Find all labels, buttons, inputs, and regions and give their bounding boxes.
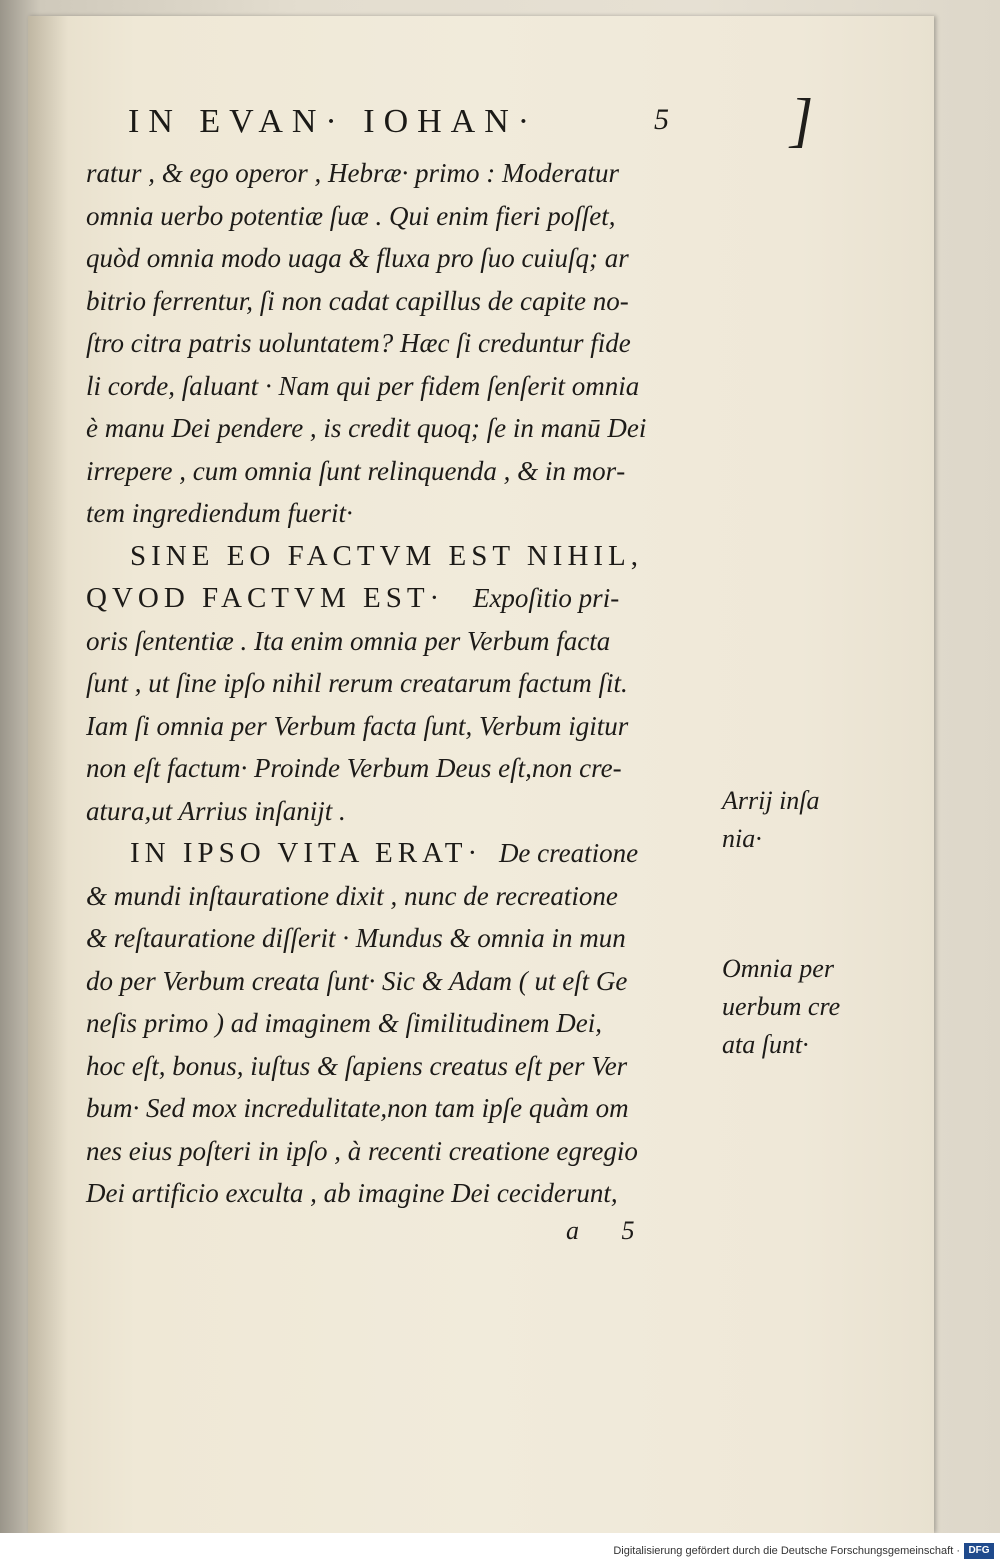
text-line: ſunt , ut ſine ipſo nihil rerum creatarum factum ſit. [86,668,628,698]
text-line: atura,ut Arrius inſanijt . [86,795,346,826]
text-line: Iam ſi omnia per Verbum facta ſunt, Verbum igitur [86,710,629,741]
funding-notice: Digitalisierung gefördert durch die Deutsche Forschungsgemeinschaft · [613,1545,960,1557]
folio-number: 5 [654,103,669,136]
text-line: non eſt factum· Proinde Verbum Deus eſt,non cre‑ [86,753,622,783]
text-line: ſtro citra patris uoluntatem? Hæc ſi creduntur fide [86,328,631,358]
signature-mark: a 5 [566,1216,653,1245]
text-line: quòd omnia modo uaga & fluxa pro ſuo cuiuſq; ar [86,243,629,273]
lemma-caps: QVOD FACTVM EST· [86,582,445,614]
text-line: tem ingrediendum fuerit· [86,498,353,528]
margin-note-arrius [722,782,820,858]
page-gutter-shadow [28,16,68,1533]
text-line: & mundi inſtauratione dixit , nunc de recreatione [86,880,618,911]
lemma-caps: IN IPSO VITA ERAT· [130,837,483,869]
text-line: ratur , & ego operor , Hebræ· primo : Moderatur [86,158,619,188]
text-line: bum· Sed mox incredulitate,non tam ipſe quàm om [86,1093,629,1123]
text-line: Dei artificio exculta , ab imagine Dei ceciderunt, [86,1178,618,1208]
text-line: do per Verbum creata ſunt· Sic & Adam ( ut eſt Ge [86,965,628,996]
lemma-caps: SINE EO FACTVM EST NIHIL, [130,539,644,572]
margin-note-omnia [722,950,840,1064]
footer-bar [0,1533,1000,1565]
running-title: IN EVAN· IOHAN· [128,103,539,140]
text-line: omnia uerbo potentiæ ſuæ . Qui enim fieri poſſet, [86,200,616,231]
text-line: irrepere , cum omnia ſunt relinquenda , & in mor‑ [86,455,626,486]
text-fragment: De creatione [498,838,639,868]
lemma-line-1 [86,535,718,578]
lemma-line-3 [86,832,718,875]
text-line: neſis primo ) ad imaginem & ſimilitudinem Dei, [86,1008,602,1038]
margin-note-line: Arrij inſa [722,786,820,815]
text-fragment: Expoſitio pri‑ [472,583,620,613]
margin-note-line: nia· [722,824,762,853]
text-line: bitrio ferrentur, ſi non cadat capillus de capite no‑ [86,285,629,316]
bracket-mark: ] [790,87,814,153]
text-line: hoc eſt, bonus, iuſtus & ſapiens creatus eſt per Ver [86,1050,628,1081]
margin-note-line: ata ſunt· [722,1030,809,1059]
text-line: li corde, ſaluant · Nam qui per fidem ſenſerit omnia [86,370,640,401]
text-line: & reſtauratione diſſerit · Mundus & omnia in mun [86,923,626,953]
text-line: oris ſententiæ . Ita enim omnia per Verbum facta [86,625,611,656]
text-line: nes eius poſteri in ipſo , à recenti creatione egregio [86,1135,638,1166]
dfg-logo-badge: DFG [964,1543,994,1559]
margin-note-line: Omnia per [722,954,834,983]
text-line: è manu Dei pendere , is credit quoq; ſe in manū Dei [86,413,647,443]
main-text-block [86,152,718,1215]
margin-note-line: uerbum cre [722,992,841,1021]
lemma-line-2 [86,577,718,620]
